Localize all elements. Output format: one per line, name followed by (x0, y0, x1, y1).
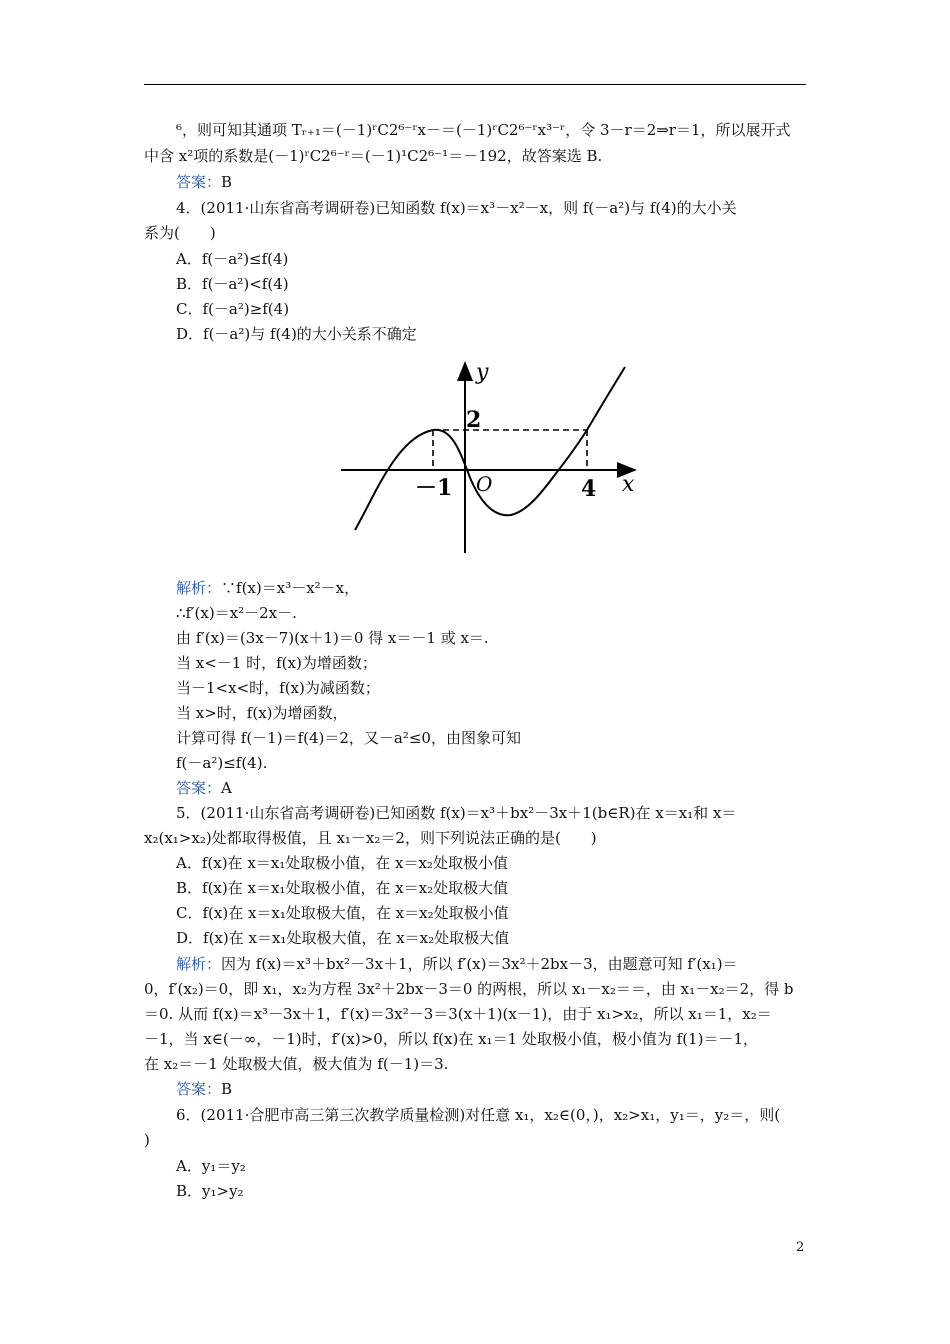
text-line (176, 903, 509, 923)
line-text: f(－a²)≤f(4). (176, 754, 268, 772)
line-text: B．f(－a²)<f(4) (176, 275, 289, 293)
text-line (176, 603, 297, 623)
text-line (176, 728, 521, 748)
line-text: 当 x<－1 时，f(x)为增函数； (176, 654, 377, 672)
text-line (176, 1181, 244, 1201)
answer-label: 答案： (176, 779, 222, 797)
text-line (176, 1156, 246, 1176)
answer-label: 解析： (176, 955, 222, 973)
text-line (176, 628, 489, 648)
x-axis-label: x (622, 472, 635, 497)
text-line (144, 223, 216, 243)
text-line (176, 878, 508, 898)
line-text: B (221, 173, 233, 191)
text-line (176, 954, 738, 974)
answer-label: 答案： (176, 1080, 222, 1098)
line-text: ＝0. 从而 f(x)＝x³－3x＋1，f′(x)＝3x²－3＝3(x＋1)(x－1)，由于 x₁>x₂，所以 x₁＝1，x₂＝ (144, 1005, 772, 1023)
line-text: B (221, 1080, 233, 1098)
text-line (176, 928, 509, 948)
line-text: 系为( ) (144, 224, 216, 242)
text-line (176, 1079, 232, 1099)
text-line (144, 828, 597, 848)
text-line (176, 703, 348, 723)
text-line (176, 853, 508, 873)
text-line (176, 1105, 780, 1125)
text-line (176, 753, 267, 773)
tick-label-4: 4 (581, 476, 597, 502)
text-line (144, 146, 602, 166)
cubic-curve (355, 367, 625, 530)
function-graph-figure (335, 355, 640, 560)
text-line (176, 778, 232, 798)
line-text: A．y₁＝y₂ (176, 1157, 246, 1175)
line-text: ∵f(x)＝x³－x²－x， (221, 579, 360, 597)
line-text: D．f(－a²)与 f(4)的大小关系不确定 (176, 325, 417, 343)
page-number: 2 (796, 1240, 805, 1255)
line-text: B．f(x)在 x＝x₁处取极小值，在 x＝x₂处取极大值 (176, 879, 509, 897)
text-line (176, 653, 377, 673)
line-text: 因为 f(x)＝x³＋bx²－3x＋1，所以 f′(x)＝3x²＋2bx－3，由题意可知 f′(x₁)＝ (221, 955, 738, 973)
line-text: ⁶，则可知其通项 Tᵣ₊₁＝(－1)ʳC2⁶⁻ʳx－＝(－1)ʳC2⁶⁻ʳx³⁻ʳ，令 3－r＝2⇒r＝1，所以展开式 (176, 121, 791, 139)
function-graph (335, 355, 640, 560)
line-text: 0，f′(x₂)＝0，即 x₁，x₂为方程 3x²＋2bx－3＝0 的两根，所以 x₁－x₂＝＝，由 x₁－x₂＝2，得 b (144, 980, 794, 998)
line-text: D．f(x)在 x＝x₁处取极大值，在 x＝x₂处取极大值 (176, 929, 510, 947)
text-line (144, 1130, 150, 1150)
y-axis-label: y (476, 360, 489, 385)
text-line (176, 578, 359, 598)
line-text: A．f(x)在 x＝x₁处取极小值，在 x＝x₂处取极小值 (176, 854, 508, 872)
answer-label: 解析： (176, 579, 222, 597)
line-text: C．f(x)在 x＝x₁处取极大值，在 x＝x₂处取极小值 (176, 904, 509, 922)
answer-label: 答案： (176, 173, 222, 191)
text-line (176, 678, 380, 698)
line-text: 由 f′(x)＝(3x－7)(x＋1)＝0 得 x＝－1 或 x＝. (176, 629, 489, 647)
line-text: A．f(－a²)≤f(4) (176, 250, 289, 268)
text-line (176, 803, 736, 823)
line-text: 在 x₂＝－1 处取极大值，极大值为 f(－1)＝3. (144, 1055, 449, 1073)
text-line (144, 1054, 448, 1074)
line-text: ) (144, 1131, 150, 1149)
text-line (176, 120, 791, 140)
text-line (176, 274, 289, 294)
line-text: B．y₁>y₂ (176, 1182, 244, 1200)
text-line (176, 249, 288, 269)
header-rule (144, 84, 806, 85)
line-text: 6．(2011·合肥市高三第三次教学质量检测)对任意 x₁，x₂∈(0，)，x₂>x₁，y₁＝，y₂＝，则( (176, 1106, 781, 1124)
text-line (176, 172, 232, 192)
tick-label-2: 2 (466, 407, 482, 433)
line-text: 计算可得 f(－1)＝f(4)＝2，又－a²≤0，由图象可知 (176, 729, 521, 747)
line-text: 当 x>时，f(x)为增函数， (176, 704, 348, 722)
line-text: ∴f′(x)＝x²－2x－. (176, 604, 297, 622)
text-line (176, 198, 737, 218)
text-line (176, 299, 289, 319)
origin-label: O (476, 472, 493, 496)
line-text: 5．(2011·山东省高考调研卷)已知函数 f(x)＝x³＋bx²－3x＋1(b∈R)在 x＝x₁和 x＝ (176, 804, 737, 822)
line-text: C．f(－a²)≥f(4) (176, 300, 290, 318)
line-text: 4．(2011·山东省高考调研卷)已知函数 f(x)＝x³－x²－x，则 f(－a²)与 f(4)的大小关 (176, 199, 737, 217)
line-text: x₂(x₁>x₂)处都取得极值，且 x₁－x₂＝2，则下列说法正确的是( ) (144, 829, 597, 847)
text-line (144, 979, 794, 999)
text-line (144, 1029, 758, 1049)
text-line (176, 324, 417, 344)
line-text: －1，当 x∈(－∞，－1)时，f′(x)>0，所以 f(x)在 x₁＝1 处取极小值，极小值为 f(1)＝－1， (144, 1030, 758, 1048)
tick-label-neg1: －1 (415, 475, 453, 501)
line-text: 当－1<x<时，f(x)为减函数； (176, 679, 380, 697)
line-text: 中含 x²项的系数是(－1)ʳC2⁶⁻ʳ＝(－1)¹C2⁶⁻¹＝－192，故答案选 B. (144, 147, 603, 165)
line-text: A (221, 779, 232, 797)
text-line (144, 1004, 772, 1024)
